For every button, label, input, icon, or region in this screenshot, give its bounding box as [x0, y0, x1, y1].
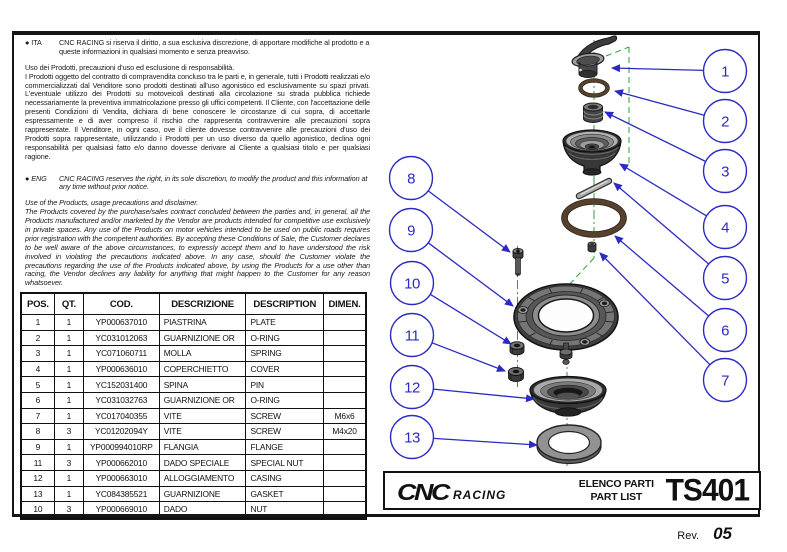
- eng-bullet-label: ● ENG: [25, 173, 47, 183]
- table-cell: GUARNIZIONE: [159, 486, 246, 502]
- table-cell: 1: [54, 408, 83, 424]
- part-screw-m4: [513, 249, 523, 276]
- table-cell: 8: [21, 424, 54, 440]
- table-cell: FLANGE: [246, 439, 324, 455]
- revision-label: Rev.: [677, 530, 700, 542]
- table-cell: GUARNIZIONE OR: [159, 330, 246, 346]
- callout-number: 13: [404, 429, 420, 447]
- table-cell: DADO: [159, 502, 246, 519]
- table-cell: 10: [21, 502, 54, 519]
- table-cell: SCREW: [246, 408, 324, 424]
- table-cell: 4: [21, 361, 54, 377]
- table-cell: 7: [21, 408, 54, 424]
- table-cell: COVER: [246, 361, 324, 377]
- table-cell: 1: [54, 346, 83, 362]
- leader-line: [430, 294, 511, 344]
- table-cell: SPRING: [246, 346, 324, 362]
- parts-table-header-cell: QT.: [54, 293, 83, 315]
- callout-number: 4: [721, 219, 729, 237]
- table-cell: 1: [54, 361, 83, 377]
- table-cell: FLANGIA: [159, 439, 246, 455]
- table-cell: YP000994010RP: [84, 439, 160, 455]
- table-cell: 13: [21, 486, 54, 502]
- table-cell: 1: [54, 377, 83, 393]
- ita-disclaimer-body: I Prodotti oggetto del contratto di compravendita concluso tra le parti e, in generale, tutti i Prodotti realizzati e/o commercializzati dal Venditore sono prodotti destinati all'uso agonistico ed esclusivamente su spazi privati. L'eventuale utilizzo dei Prodotti su motoveicoli destinati alla circolazione su strada pubblica richiede necessariamente la preventiva immatricolazione presso gli uffici competenti. Il Cliente, con l'accettazione delle presenti Condizioni di Vendita, dichiara di bene conoscere le circostanze di cui sopra, di accettarle espressamente e di aver compreso il rischio che rappresenta contravvenire alle precauzioni sopra rappresentate. Il Venditore, in ogni caso, ove il cliente dovesse contravvenire alle precauzioni d'uso dei Prodotti sopra rappresentate, utilizzando i Prodotti per un uso diverso da quello agonistico, declina ogni responsabilità per qualsiasi fatto e/o danno dovesse derivare al Cliente a qualsiasi titolo e per qualsiasi ragione.: [25, 71, 370, 161]
- table-cell: YC071060711: [84, 346, 160, 362]
- callout-number: 12: [404, 379, 420, 397]
- callout-number: 10: [404, 275, 420, 293]
- leader-line: [605, 112, 706, 162]
- logo-racing-text: RACING: [453, 488, 507, 502]
- table-cell: 1: [54, 315, 83, 331]
- table-cell: PLATE: [246, 315, 324, 331]
- eng-notice-text: CNC RACING reserves the right, in its sole discretion, to modify the product and this information at any time without prior notice.: [59, 173, 368, 192]
- part-casing: [530, 377, 606, 417]
- callout-number: 9: [407, 222, 415, 240]
- parts-table-header-cell: DESCRIPTION: [246, 293, 324, 315]
- ita-notice-text: CNC RACING si riserva il diritto, a sua esclusiva discrezione, di apportare modifiche al prodotto e a queste informazioni in qualsiasi momento e senza preavviso.: [59, 38, 370, 56]
- table-cell: VITE: [159, 424, 246, 440]
- title-block: [383, 471, 761, 510]
- table-cell: ALLOGGIAMENTO: [159, 470, 246, 486]
- leader-line: [428, 243, 513, 306]
- table-cell: YC031012063: [84, 330, 160, 346]
- table-cell: YP000663010: [84, 470, 160, 486]
- ita-disclaimer-title: Uso dei Prodotti, precauzioni d'uso ed esclusione di responsabilità.: [25, 62, 235, 72]
- callout-11: [391, 314, 506, 372]
- parts-table-header-cell: POS.: [21, 293, 54, 315]
- revision-value: 05: [713, 524, 732, 543]
- leader-line: [428, 191, 510, 252]
- table-cell: 12: [21, 470, 54, 486]
- table-cell: GASKET: [246, 486, 324, 502]
- table-cell: PIN: [246, 377, 324, 393]
- leader-line: [615, 236, 709, 316]
- leader-line: [434, 438, 538, 445]
- ita-bullet-label: ● ITA: [25, 38, 42, 47]
- callout-number: 2: [721, 113, 729, 131]
- callout-2: [615, 91, 747, 143]
- table-cell: YC152031400: [84, 377, 160, 393]
- callout-number: 6: [721, 322, 729, 340]
- table-cell: 9: [21, 439, 54, 455]
- table-cell: O-RING: [246, 392, 324, 408]
- callout-number: 7: [721, 372, 729, 390]
- table-cell: DADO SPECIALE: [159, 455, 246, 471]
- table-cell: M6x6: [324, 408, 366, 424]
- table-cell: 1: [21, 315, 54, 331]
- callout-number: 11: [404, 327, 420, 345]
- table-cell: 11: [21, 455, 54, 471]
- table-cell: SPINA: [159, 377, 246, 393]
- table-cell: GUARNIZIONE OR: [159, 392, 246, 408]
- part-list-title-eng: PART LIST: [590, 490, 643, 503]
- part-list-title: [567, 478, 666, 503]
- leader-line: [432, 343, 505, 371]
- parts-table-header-cell: DIMEN.: [324, 293, 366, 315]
- table-cell: YP000662010: [84, 455, 160, 471]
- table-cell: 1: [54, 486, 83, 502]
- table-cell: 3: [54, 455, 83, 471]
- logo-cnc-text: CNC: [397, 479, 448, 506]
- parts-table-header-cell: COD.: [84, 293, 160, 315]
- cnc-racing-logo: [397, 475, 567, 506]
- table-cell: SCREW: [246, 424, 324, 440]
- part-nut: [510, 342, 524, 355]
- parts-table-header-cell: DESCRIZIONE: [159, 293, 246, 315]
- table-cell: M4x20: [324, 424, 366, 440]
- table-cell: 1: [54, 330, 83, 346]
- table-cell: YP000637010: [84, 315, 160, 331]
- table-cell: O-RING: [246, 330, 324, 346]
- table-cell: MOLLA: [159, 346, 246, 362]
- table-cell: YC017040355: [84, 408, 160, 424]
- table-cell: PIASTRINA: [159, 315, 246, 331]
- document-code: TS401: [665, 472, 749, 508]
- part-list-title-ita: ELENCO PARTI: [578, 477, 654, 490]
- callout-number: 8: [407, 170, 415, 188]
- table-cell: YC031032763: [84, 392, 160, 408]
- leader-line: [433, 389, 534, 399]
- leader-line: [614, 183, 709, 264]
- table-cell: YC01202094Y: [84, 424, 160, 440]
- part-plate: [571, 36, 616, 78]
- table-cell: YP000636010: [84, 361, 160, 377]
- part-special-nut: [509, 368, 524, 382]
- part-spring: [584, 103, 604, 123]
- table-cell: CASING: [246, 470, 324, 486]
- table-cell: 1: [54, 392, 83, 408]
- part-gasket: [537, 425, 601, 464]
- callout-number: 3: [721, 163, 729, 181]
- part-cover: [563, 130, 621, 175]
- table-cell: COPERCHIETTO: [159, 361, 246, 377]
- callout-1: [612, 50, 747, 93]
- leader-line: [612, 68, 704, 70]
- leader-line: [620, 164, 707, 216]
- table-cell: 3: [21, 346, 54, 362]
- table-cell: 5: [21, 377, 54, 393]
- part-flange: [514, 284, 618, 364]
- table-cell: NUT: [246, 502, 324, 519]
- eng-disclaimer-body: The Products covered by the purchase/sales contract concluded between the parties and, in general, all the Products manufactured and/or marketed by the Vendor are products intended for competitive use exclusively in private spaces. Any use of the Products on motor vehicles intended to be used on public roads requires prior registration with the competent authorities. By accepting these Conditions of Sale, the Customer declares to be well aware of the above circumstances, to expressly accept them and to have understood the risk involved in violating the precautions indicated above. In any case, should the Customer violate the precautions regarding the use of the Products indicated above, by using the Products for a use other than racing, the Vendor declines any liability for anything that might happen to the Customer for any reason whatsoever.: [25, 207, 371, 288]
- callout-number: 1: [721, 63, 729, 81]
- revision-block: [640, 524, 760, 544]
- table-cell: 3: [54, 502, 83, 519]
- callout-13: [391, 416, 538, 459]
- table-cell: VITE: [159, 408, 246, 424]
- part-screw-m6: [588, 242, 596, 252]
- table-cell: YP000669010: [84, 502, 160, 519]
- table-cell: 1: [54, 470, 83, 486]
- leader-line: [615, 91, 704, 115]
- callout-number: 5: [721, 270, 729, 288]
- table-cell: 3: [54, 424, 83, 440]
- table-cell: SPECIAL NUT: [246, 455, 324, 471]
- table-cell: 1: [54, 439, 83, 455]
- eng-disclaimer-title: Use of the Products, usage precautions and disclaimer.: [25, 198, 199, 208]
- table-cell: YC084385521: [84, 486, 160, 502]
- table-cell: 2: [21, 330, 54, 346]
- table-cell: 6: [21, 392, 54, 408]
